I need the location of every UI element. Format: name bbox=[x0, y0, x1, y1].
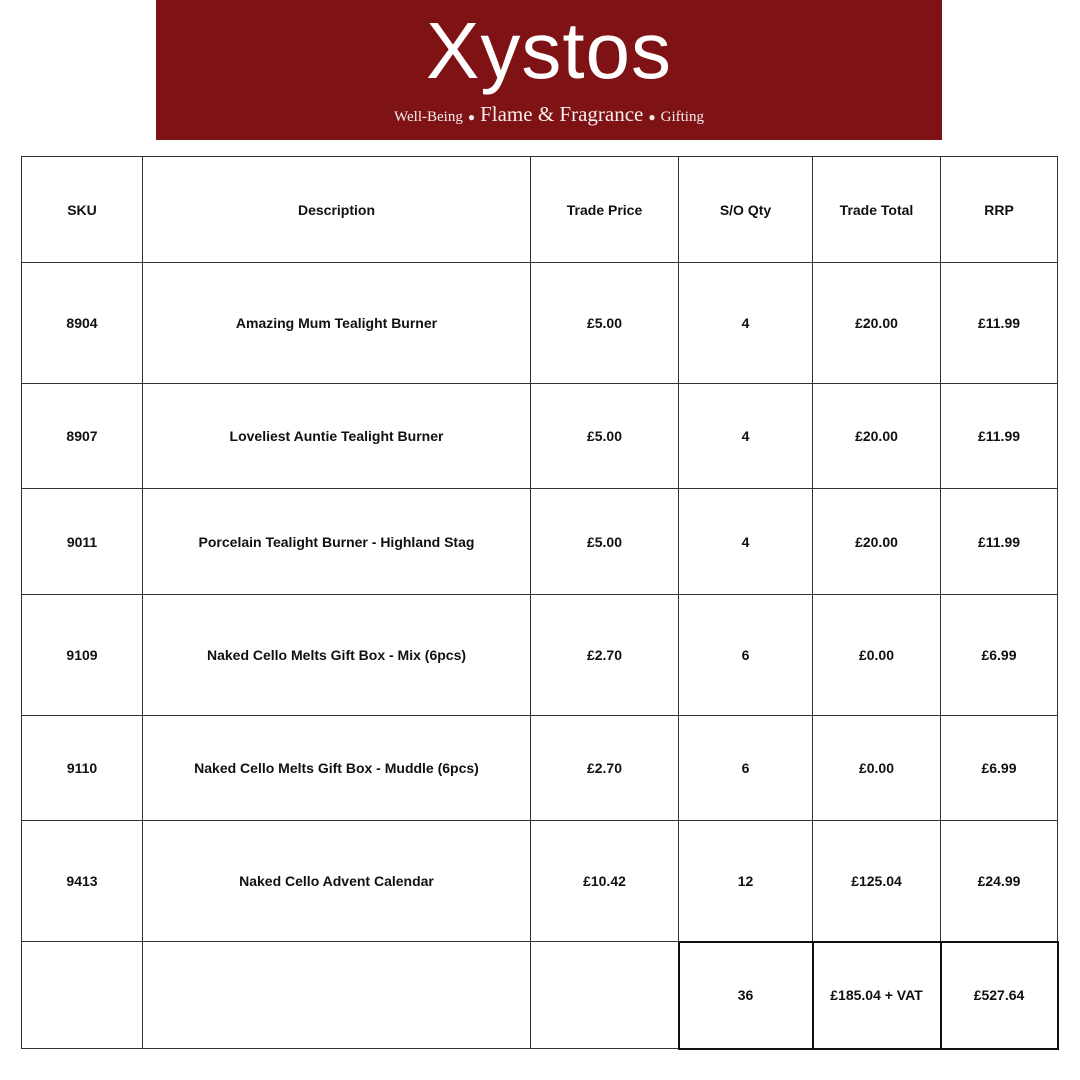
cell-trade-price: £10.42 bbox=[531, 821, 679, 942]
table-row bbox=[22, 716, 1058, 821]
cell-trade-price: £5.00 bbox=[531, 263, 679, 384]
cell-sku: 8907 bbox=[22, 384, 143, 489]
cell-sku: 9011 bbox=[22, 489, 143, 595]
cell-description: Amazing Mum Tealight Burner bbox=[143, 263, 531, 384]
cell-rrp: £6.99 bbox=[941, 716, 1058, 821]
table-header-row bbox=[22, 157, 1058, 263]
cell-description: Naked Cello Melts Gift Box - Muddle (6pcs) bbox=[143, 716, 531, 821]
cell-qty: 6 bbox=[679, 716, 813, 821]
cell-trade-price: £5.00 bbox=[531, 489, 679, 595]
cell-qty: 12 bbox=[679, 821, 813, 942]
brand-banner bbox=[156, 0, 942, 140]
table-row bbox=[22, 595, 1058, 716]
total-trade-total: £185.04 + VAT bbox=[813, 942, 941, 1049]
total-rrp: £527.64 bbox=[941, 942, 1058, 1049]
cell-qty: 4 bbox=[679, 489, 813, 595]
empty-cell bbox=[531, 942, 679, 1049]
cell-trade-total: £125.04 bbox=[813, 821, 941, 942]
cell-trade-total: £20.00 bbox=[813, 263, 941, 384]
table-row bbox=[22, 489, 1058, 595]
empty-cell bbox=[22, 942, 143, 1049]
order-table bbox=[21, 156, 1059, 1050]
cell-trade-total: £0.00 bbox=[813, 716, 941, 821]
table-row bbox=[22, 384, 1058, 489]
total-qty: 36 bbox=[679, 942, 813, 1049]
cell-trade-total: £20.00 bbox=[813, 489, 941, 595]
cell-rrp: £11.99 bbox=[941, 489, 1058, 595]
cell-trade-price: £2.70 bbox=[531, 716, 679, 821]
column-header-qty: S/O Qty bbox=[679, 157, 813, 263]
cell-qty: 4 bbox=[679, 384, 813, 489]
cell-description: Naked Cello Melts Gift Box - Mix (6pcs) bbox=[143, 595, 531, 716]
table-row bbox=[22, 821, 1058, 942]
column-header-rrp: RRP bbox=[941, 157, 1058, 263]
tagline-well-being: Well-Being bbox=[394, 109, 463, 125]
cell-sku: 9109 bbox=[22, 595, 143, 716]
cell-description: Loveliest Auntie Tealight Burner bbox=[143, 384, 531, 489]
bullet-icon: ● bbox=[648, 109, 656, 124]
cell-description: Naked Cello Advent Calendar bbox=[143, 821, 531, 942]
tagline-gifting: Gifting bbox=[660, 109, 704, 125]
column-header-trade-total: Trade Total bbox=[813, 157, 941, 263]
cell-trade-price: £5.00 bbox=[531, 384, 679, 489]
cell-description: Porcelain Tealight Burner - Highland Stag bbox=[143, 489, 531, 595]
tagline-flame-fragrance: Flame & Fragrance bbox=[480, 102, 644, 126]
cell-trade-total: £20.00 bbox=[813, 384, 941, 489]
cell-rrp: £11.99 bbox=[941, 384, 1058, 489]
cell-trade-price: £2.70 bbox=[531, 595, 679, 716]
column-header-trade-price: Trade Price bbox=[531, 157, 679, 263]
totals-row bbox=[22, 942, 1058, 1049]
brand-tagline bbox=[156, 102, 942, 127]
column-header-description: Description bbox=[143, 157, 531, 263]
table-row bbox=[22, 263, 1058, 384]
cell-sku: 8904 bbox=[22, 263, 143, 384]
cell-trade-total: £0.00 bbox=[813, 595, 941, 716]
column-header-sku: SKU bbox=[22, 157, 143, 263]
cell-qty: 6 bbox=[679, 595, 813, 716]
cell-sku: 9413 bbox=[22, 821, 143, 942]
bullet-icon: ● bbox=[467, 109, 476, 124]
cell-rrp: £11.99 bbox=[941, 263, 1058, 384]
empty-cell bbox=[143, 942, 531, 1049]
cell-rrp: £6.99 bbox=[941, 595, 1058, 716]
cell-qty: 4 bbox=[679, 263, 813, 384]
cell-rrp: £24.99 bbox=[941, 821, 1058, 942]
brand-logo: Xystos bbox=[425, 6, 673, 95]
cell-sku: 9110 bbox=[22, 716, 143, 821]
